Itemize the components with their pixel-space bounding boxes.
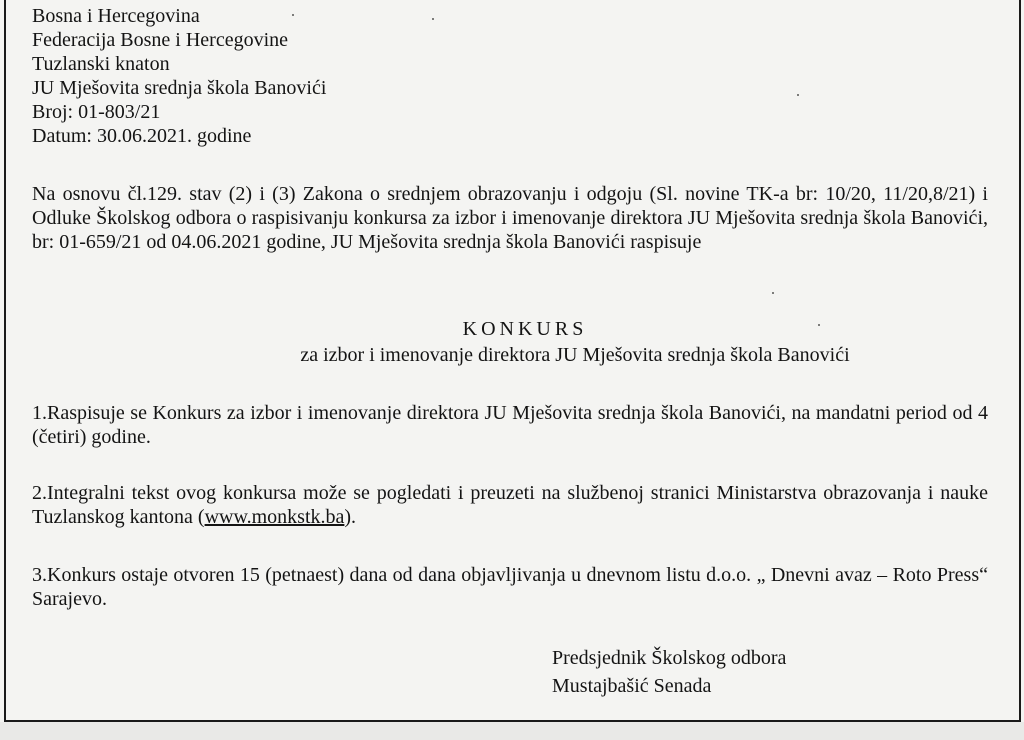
document-subtitle: za izbor i imenovanje direktora JU Mješovita srednja škola Banovići <box>300 344 850 366</box>
scan-speck <box>818 324 820 326</box>
page-margin-strip <box>0 722 1024 740</box>
point-2-closing: ). <box>344 506 357 528</box>
ministry-website-link[interactable]: www.monkstk.ba <box>204 506 345 528</box>
letterhead-canton: Tuzlanski knaton <box>32 53 170 75</box>
signatory-name: Mustajbašić Senada <box>552 675 712 697</box>
letterhead-school: JU Mješovita srednja škola Banovići <box>32 77 327 99</box>
point-3: 3.Konkurs ostaje otvoren 15 (petnaest) dana od dana objavljivanja u dnevnom listu d.o.o. „ Dnevni avaz – Roto Press“ Sarajevo. <box>32 564 988 610</box>
document-number: Broj: 01-803/21 <box>32 101 161 123</box>
announcement-heading <box>32 316 988 368</box>
frame-border-right <box>1019 0 1021 740</box>
intro-paragraph: Na osnovu čl.129. stav (2) i (3) Zakona o srednjem obrazovanju i odgoju (Sl. novine TK-a br: 10/20, 11/20,8/21) i Odluke Školskog odbora o raspisivanju konkursa za izbor i imenovanje direktora JU Mješovita srednja škola Banovići, br: 01-659/21 od 04.06.2021 godine, JU Mješovita srednja škola Banovići raspisuje <box>32 183 988 253</box>
frame-border-left <box>4 0 6 722</box>
scan-speck <box>432 18 434 20</box>
point-1: 1.Raspisuje se Konkurs za izbor i imenovanje direktora JU Mješovita srednja škola Banovići, na mandatni period od 4 (četiri) godine. <box>32 402 988 448</box>
point-2-text: 2.Integralni tekst ovog konkursa može se pogledati i preuzeti na službenoj stranici Ministarstva obrazovanja i nauke Tuzlanskog kantona ( <box>32 482 988 528</box>
document-date: Datum: 30.06.2021. godine <box>32 125 252 147</box>
letterhead-country: Bosna i Hercegovina <box>32 5 200 27</box>
letterhead <box>32 4 632 148</box>
signatory-role: Predsjednik Školskog odbora <box>552 647 787 669</box>
signature-block <box>552 644 952 700</box>
point-2 <box>32 481 988 529</box>
scan-speck <box>797 94 799 96</box>
scan-speck <box>292 14 294 16</box>
document-title: KONKURS <box>462 318 588 340</box>
letterhead-federation: Federacija Bosne i Hercegovine <box>32 29 289 51</box>
scan-speck <box>772 292 774 294</box>
